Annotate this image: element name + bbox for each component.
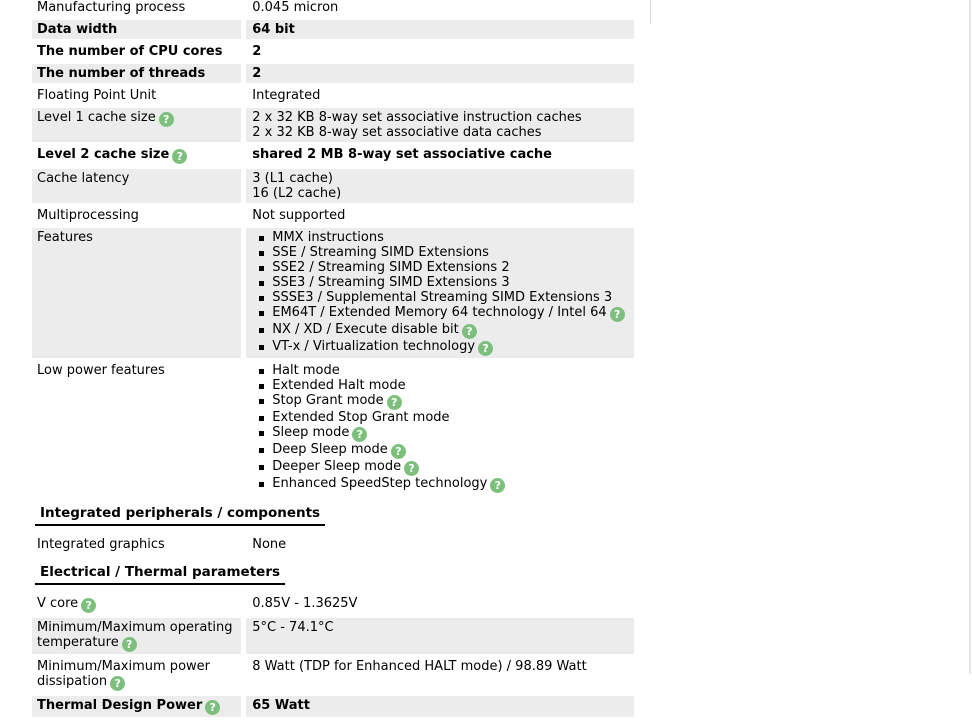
spec-content <box>32 0 634 720</box>
feature-text: Stop Grant mode <box>272 393 384 408</box>
spec-value-line: 5°C - 74.1°C <box>252 620 334 635</box>
low-power-list <box>252 363 634 493</box>
spec-row-data-width <box>32 20 634 39</box>
section-heading-integrated-peripherals <box>35 505 634 526</box>
list-item <box>252 393 634 410</box>
list-item <box>252 245 634 260</box>
list-item <box>252 378 634 393</box>
spec-label <box>32 108 241 142</box>
spec-value <box>246 696 634 717</box>
spec-value-line: 0.85V - 1.3625V <box>252 596 358 611</box>
spec-label-text: V core <box>37 596 79 611</box>
spec-label: Data width <box>32 20 241 39</box>
feature-text: VT-x / Virtualization technology <box>272 339 476 354</box>
spec-row-multiprocessing <box>32 206 634 225</box>
spec-row-fpu <box>32 86 634 105</box>
spec-value <box>246 618 634 654</box>
help-icon[interactable]: ? <box>404 461 419 476</box>
feature-text: NX / XD / Execute disable bit <box>272 322 459 337</box>
spec-value <box>246 108 634 142</box>
spec-value <box>246 145 634 166</box>
spec-value-line: 64 bit <box>252 22 295 37</box>
help-icon[interactable]: ? <box>122 637 137 652</box>
spec-value <box>246 535 634 554</box>
help-icon[interactable]: ? <box>352 427 367 442</box>
spec-label-text: Thermal Design Power <box>37 698 203 713</box>
feature-text: SSSE3 / Supplemental Streaming SIMD Extensions 3 <box>272 290 613 305</box>
spec-row-threads <box>32 64 634 83</box>
help-icon[interactable]: ? <box>205 700 220 715</box>
spec-value-line: Not supported <box>252 208 346 223</box>
list-item <box>252 260 634 275</box>
spec-value <box>246 594 634 615</box>
spec-value-line: 2 x 32 KB 8-way set associative instruction caches <box>252 110 582 125</box>
feature-text: Deep Sleep mode <box>272 442 388 457</box>
list-item <box>252 363 634 378</box>
feature-text: Sleep mode <box>272 425 350 440</box>
spec-value <box>246 0 634 17</box>
spec-row-l2-cache <box>32 145 634 166</box>
spec-value-line: 3 (L1 cache) <box>252 171 333 186</box>
spec-value-line: 8 Watt (TDP for Enhanced HALT mode) / 98.89 Watt <box>252 659 587 674</box>
spec-label: Multiprocessing <box>37 208 139 223</box>
spec-row-cache-latency <box>32 169 634 203</box>
help-icon[interactable]: ? <box>172 149 187 164</box>
spec-row-cpu-cores <box>32 42 634 61</box>
spec-value-line: None <box>252 537 287 552</box>
help-icon[interactable]: ? <box>610 307 625 322</box>
spec-value <box>246 20 634 39</box>
help-icon[interactable]: ? <box>81 598 96 613</box>
spec-label-text: dissipation <box>37 674 108 689</box>
spec-value-line: 2 x 32 KB 8-way set associative data caches <box>252 125 542 140</box>
feature-text: SSE3 / Streaming SIMD Extensions 3 <box>272 275 510 290</box>
feature-text: SSE / Streaming SIMD Extensions <box>272 245 489 260</box>
list-item <box>252 230 634 245</box>
spec-value <box>246 42 634 61</box>
spec-value-line: 16 (L2 cache) <box>252 186 342 201</box>
list-item <box>252 275 634 290</box>
spec-value <box>246 361 634 495</box>
section-heading-electrical-thermal <box>35 564 634 585</box>
spec-value <box>246 169 634 203</box>
spec-row-manufacturing-process <box>32 0 634 17</box>
spec-label: Features <box>32 228 241 358</box>
spec-label: The number of CPU cores <box>37 44 223 59</box>
spec-label <box>32 594 241 615</box>
spec-row-integrated-graphics <box>32 535 634 554</box>
scrollbar-edge <box>969 0 971 674</box>
spec-value-line: shared 2 MB 8-way set associative cache <box>252 147 552 162</box>
feature-text: Enhanced SpeedStep technology <box>272 476 488 491</box>
spec-value <box>246 64 634 83</box>
feature-text: Extended Halt mode <box>272 378 406 393</box>
list-item <box>252 290 634 305</box>
feature-text: Deeper Sleep mode <box>272 459 402 474</box>
feature-text: Extended Stop Grant mode <box>272 410 450 425</box>
list-item <box>252 459 634 476</box>
help-icon[interactable]: ? <box>462 324 477 339</box>
right-divider <box>650 0 651 24</box>
spec-value <box>246 206 634 225</box>
list-item <box>252 476 634 493</box>
help-icon[interactable]: ? <box>159 112 174 127</box>
list-item <box>252 425 634 442</box>
spec-label: Floating Point Unit <box>37 88 157 103</box>
spec-value-line: 2 <box>252 44 262 59</box>
spec-label <box>32 657 241 693</box>
spec-row-operating-temperature <box>32 618 634 654</box>
help-icon[interactable]: ? <box>490 478 505 493</box>
feature-text: SSE2 / Streaming SIMD Extensions 2 <box>272 260 510 275</box>
spec-value <box>246 228 634 358</box>
spec-label: The number of threads <box>32 64 241 83</box>
spec-value <box>246 86 634 105</box>
spec-label-text: Minimum/Maximum power <box>37 659 210 674</box>
spec-value-line: 0.045 micron <box>252 0 339 15</box>
list-item <box>252 322 634 339</box>
spec-row-tdp <box>32 696 634 717</box>
spec-label: Integrated graphics <box>37 537 165 552</box>
spec-label <box>32 618 241 654</box>
spec-label-text: temperature <box>37 635 119 650</box>
help-icon[interactable]: ? <box>387 395 402 410</box>
spec-label <box>32 696 241 717</box>
feature-text: Halt mode <box>272 363 340 378</box>
spec-value-line: 2 <box>252 66 262 81</box>
help-icon[interactable]: ? <box>478 341 493 356</box>
spec-value-line: Integrated <box>252 88 321 103</box>
spec-label: Manufacturing process <box>37 0 186 15</box>
spec-label: Cache latency <box>32 169 241 203</box>
section-heading-text: Integrated peripherals / components <box>35 505 325 526</box>
spec-label: Low power features <box>37 363 165 378</box>
spec-row-vcore <box>32 594 634 615</box>
spec-label-text: Level 2 cache size <box>37 147 170 162</box>
list-item <box>252 305 634 322</box>
spec-row-power-dissipation <box>32 657 634 693</box>
section-heading-text: Electrical / Thermal parameters <box>35 564 285 585</box>
help-icon[interactable]: ? <box>391 444 406 459</box>
spec-row-low-power-features <box>32 361 634 495</box>
spec-value-line: 65 Watt <box>252 698 310 713</box>
spec-row-l1-cache <box>32 108 634 142</box>
list-item <box>252 442 634 459</box>
list-item <box>252 339 634 356</box>
help-icon[interactable]: ? <box>110 676 125 691</box>
list-item <box>252 410 634 425</box>
spec-value <box>246 657 634 693</box>
spec-label-text: Level 1 cache size <box>37 110 156 125</box>
features-list <box>252 230 634 356</box>
feature-text: MMX instructions <box>272 230 384 245</box>
spec-label <box>32 145 241 166</box>
feature-text: EM64T / Extended Memory 64 technology / Intel 64 <box>272 305 607 320</box>
spec-label-text: Minimum/Maximum operating <box>37 620 233 635</box>
spec-row-features <box>32 228 634 358</box>
